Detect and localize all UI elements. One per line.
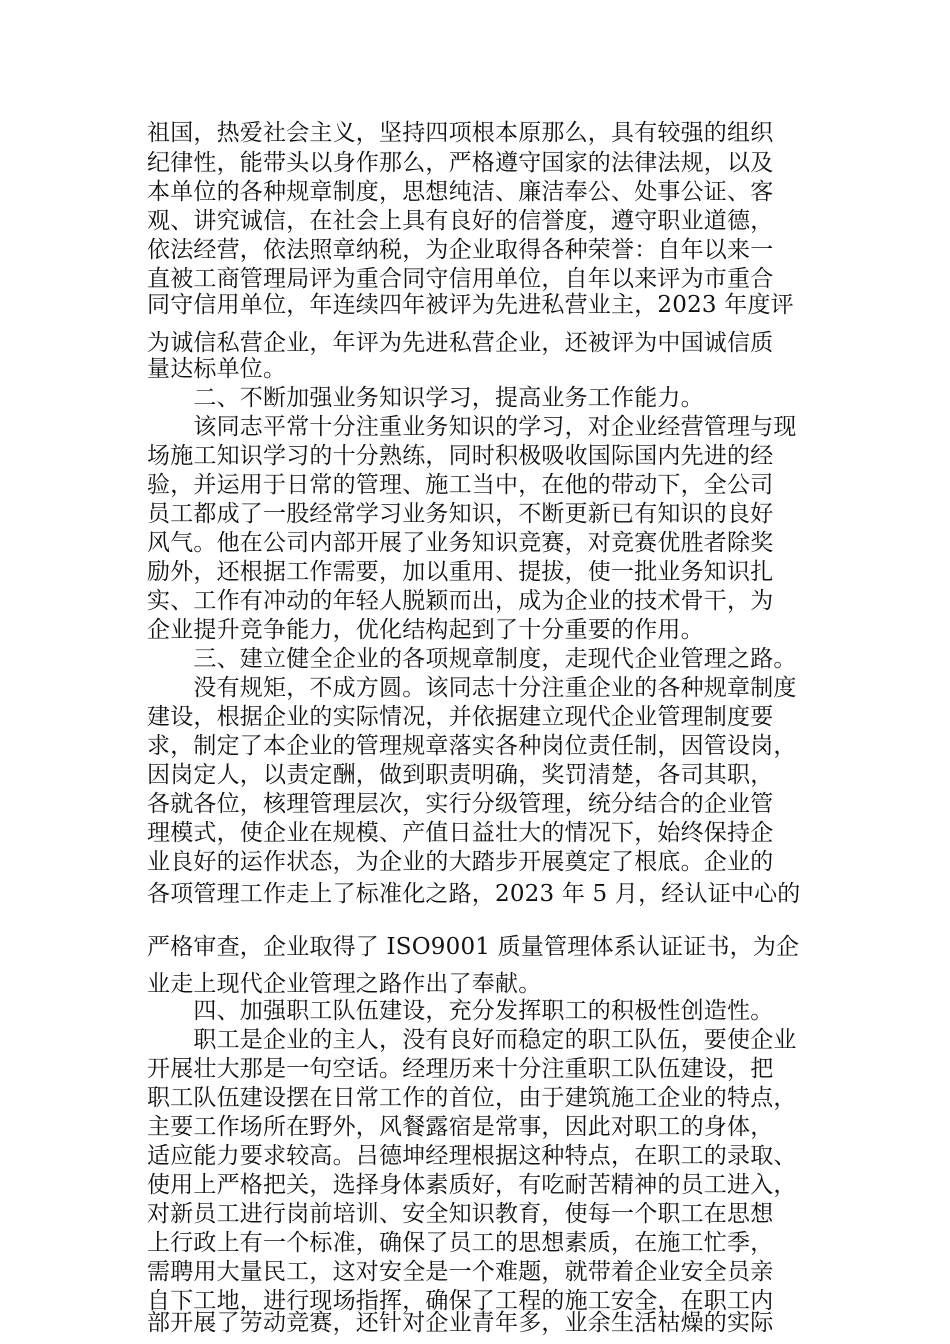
text-line: 求，制定了本企业的管理规章落实各种岗位责任制，因管设岗， — [147, 733, 797, 759]
text-line: 各项管理工作走上了标准化之路，2023 年 5 月，经认证中心的 — [147, 881, 801, 907]
text-line: 励外，还根据工作需要，加以重用、提拔，使一批业务知识扎 — [147, 559, 774, 585]
text-line: 开展壮大那是一句空话。经理历来十分注重职工队伍建设，把 — [147, 1056, 774, 1082]
text-line: 同守信用单位，年连续四年被评为先进私营业主，2023 年度评 — [147, 292, 794, 318]
text-line: 依法经营，依法照章纳税，为企业取得各种荣誉：自年以来一 — [147, 237, 774, 263]
text-line: 为诚信私营企业，年评为先进私营企业，还被评为中国诚信质 — [147, 330, 774, 356]
section-heading: 二、不断加强业务知识学习，提高业务工作能力。 — [147, 385, 704, 411]
text-line: 部开展了劳动竞赛，还针对企业青年多，业余生活枯燥的实际 — [147, 1310, 774, 1336]
text-line: 各就各位，核理管理层次，实行分级管理，统分结合的企业管 — [147, 791, 774, 817]
text-line: 实、工作有冲动的年轻人脱颖而出，成为企业的技术骨干，为 — [147, 588, 774, 614]
text-line: 该同志平常十分注重业务知识的学习，对企业经营管理与现 — [147, 414, 797, 440]
text-line: 业走上现代企业管理之路作出了奉献。 — [147, 971, 542, 997]
text-line: 风气。他在公司内部开展了业务知识竞赛，对竞赛优胜者除奖 — [147, 530, 774, 556]
text-line: 企业提升竞争能力，优化结构起到了十分重要的作用。 — [147, 617, 704, 643]
text-line: 直被工商管理局评为重合同守信用单位，自年以来评为市重合 — [147, 266, 774, 292]
text-line: 量达标单位。 — [147, 356, 287, 382]
text-line: 本单位的各种规章制度，思想纯洁、廉洁奉公、处事公证、客 — [147, 179, 774, 205]
text-line: 上行政上有一个标准，确保了员工的思想素质，在施工忙季， — [147, 1230, 774, 1256]
text-line: 职工是企业的主人，没有良好而稳定的职工队伍，要使企业 — [147, 1027, 797, 1053]
section-heading: 四、加强职工队伍建设，充分发挥职工的积极性创造性。 — [147, 998, 774, 1024]
text-line: 建设，根据企业的实际情况，并依据建立现代企业管理制度要 — [147, 704, 774, 730]
text-line: 理模式，使企业在规模、产值日益壮大的情况下，始终保持企 — [147, 820, 774, 846]
text-line: 员工都成了一股经常学习业务知识，不断更新已有知识的良好 — [147, 501, 774, 527]
text-line: 职工队伍建设摆在日常工作的首位，由于建筑施工企业的特点， — [147, 1085, 797, 1111]
text-line: 纪律性，能带头以身作那么，严格遵守国家的法律法规，以及 — [147, 150, 774, 176]
text-line: 没有规矩，不成方圆。该同志十分注重企业的各种规章制度 — [147, 675, 797, 701]
text-line: 严格审查，企业取得了 ISO9001 质量管理体系认证证书，为企 — [147, 934, 800, 960]
text-line: 使用上严格把关，选择身体素质好，有吃耐苦精神的员工进入， — [147, 1172, 797, 1198]
text-line: 适应能力要求较高。吕德坤经理根据这种特点，在职工的录取、 — [147, 1143, 797, 1169]
text-line: 场施工知识学习的十分熟练，同时积极吸收国际国内先进的经 — [147, 443, 774, 469]
text-line: 需聘用大量民工，这对安全是一个难题，就带着企业安全员亲 — [147, 1259, 774, 1285]
text-line: 对新员工进行岗前培训、安全知识教育，使每一个职工在思想 — [147, 1201, 774, 1227]
text-line: 自下工地，进行现场指挥，确保了工程的施工安全，在职工内 — [147, 1288, 774, 1314]
text-line: 业良好的运作状态，为企业的大踏步开展奠定了根底。企业的 — [147, 849, 774, 875]
text-line: 主要工作场所在野外，风餐露宿是常事，因此对职工的身体， — [147, 1114, 774, 1140]
text-line: 观、讲究诚信，在社会上具有良好的信誉度，遵守职业道德， — [147, 208, 774, 234]
text-line: 祖国，热爱社会主义，坚持四项根本原那么，具有较强的组织 — [147, 120, 774, 146]
text-line: 因岗定人，以责定酬，做到职责明确，奖罚清楚，各司其职， — [147, 762, 774, 788]
section-heading: 三、建立健全企业的各项规章制度，走现代企业管理之路。 — [147, 646, 797, 672]
text-line: 验，并运用于日常的管理、施工当中，在他的带动下，全公司 — [147, 472, 774, 498]
